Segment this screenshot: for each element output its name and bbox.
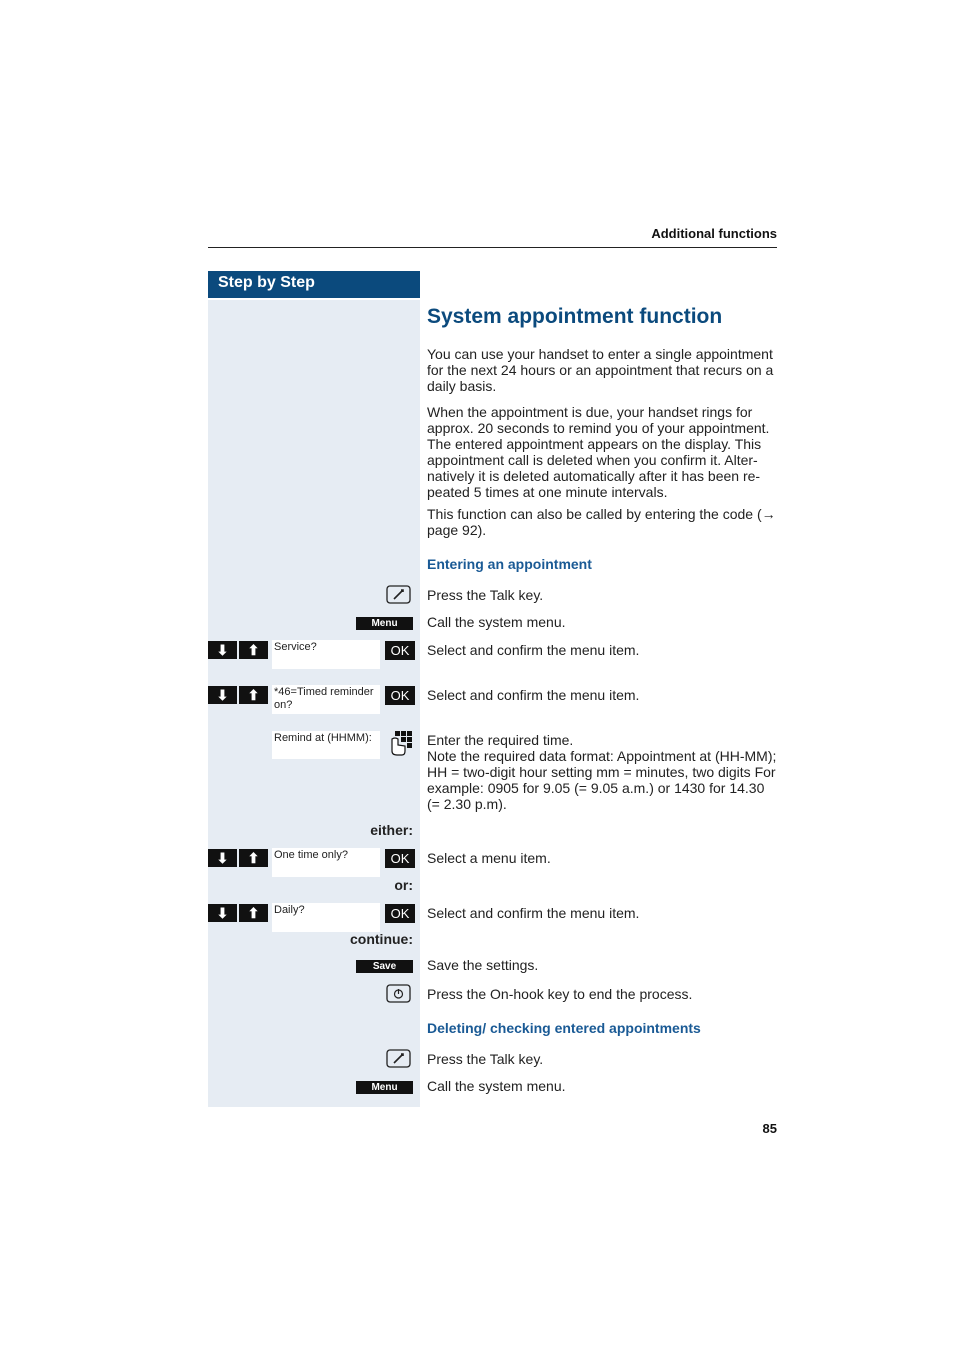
nav-arrows[interactable]: [208, 904, 268, 922]
header-rule: [208, 247, 777, 248]
step-menu-text: Call the system menu.: [427, 614, 566, 630]
save-softkey[interactable]: Save: [356, 960, 413, 973]
on-hook-key-icon: [386, 984, 411, 1003]
down-arrow-icon[interactable]: ⬇: [208, 686, 237, 704]
up-arrow-icon[interactable]: ⬆: [239, 849, 268, 867]
step-menu-text-2: Call the system menu.: [427, 1078, 566, 1094]
keypad-icon: [388, 729, 414, 757]
step-by-step-label: Step by Step: [218, 274, 315, 291]
step-service-text: Select and confirm the menu item.: [427, 642, 640, 658]
step-onhook-text: Press the On-hook key to end the process.: [427, 986, 693, 1002]
step-talk-text-2: Press the Talk key.: [427, 1051, 544, 1067]
or-label: or:: [394, 877, 413, 893]
section-heading-entering: Entering an appointment: [427, 556, 592, 572]
step-one-time-text: Select a menu item.: [427, 850, 551, 866]
ok-button[interactable]: OK: [385, 904, 415, 923]
step-daily-text: Select and confirm the menu item.: [427, 905, 640, 921]
intro-paragraph-1: You can use your handset to enter a single appointment for the next 24 hours or an appointment that recurs on a daily basis.: [427, 346, 774, 394]
either-label: either:: [370, 822, 413, 838]
menu-softkey[interactable]: Menu: [356, 617, 413, 630]
step-remind-text: Enter the required time. Note the required data format: Appointment at (HH-MM); HH = two-digit hour setting mm = minutes, two digits For example: 0905 for 9.05 (= 9.05 a.m.) or 1430 for 14.30 (= 2.30 p.m).: [427, 732, 777, 812]
continue-label: continue:: [350, 931, 413, 947]
up-arrow-icon[interactable]: ⬆: [239, 641, 268, 659]
up-arrow-icon[interactable]: ⬆: [239, 904, 268, 922]
ok-button[interactable]: OK: [385, 686, 415, 705]
page-title: System appointment function: [427, 305, 723, 328]
intro-paragraph-3: This function can also be called by entering the code (→ page 92).: [427, 506, 776, 538]
nav-arrows[interactable]: [208, 641, 268, 659]
down-arrow-icon[interactable]: ⬇: [208, 904, 237, 922]
ok-button[interactable]: OK: [385, 849, 415, 868]
step-timed-reminder-text: Select and confirm the menu item.: [427, 687, 640, 703]
ok-button[interactable]: OK: [385, 641, 415, 660]
page-number: 85: [762, 1121, 777, 1136]
step-save-text: Save the settings.: [427, 957, 539, 973]
down-arrow-icon[interactable]: ⬇: [208, 849, 237, 867]
display-remind-at: Remind at (HHMM):: [272, 731, 380, 759]
intro-paragraph-2: When the appointment is due, your handset rings for approx. 20 seconds to remind you of your appointment. The entered appointment appears on the display. This appointment call is deleted when you confirm it. Alter-natively it is deleted automatically after it has been re-peated 5 times at one minute intervals.: [427, 404, 770, 500]
step-talk-text: Press the Talk key.: [427, 587, 544, 603]
up-arrow-icon[interactable]: ⬆: [239, 686, 268, 704]
display-daily: Daily?: [272, 903, 380, 932]
section-header: Additional functions: [651, 226, 777, 241]
display-timed-reminder: *46=Timed reminder on?: [272, 685, 380, 714]
down-arrow-icon[interactable]: ⬇: [208, 641, 237, 659]
talk-key-icon: [386, 585, 411, 604]
display-one-time: One time only?: [272, 848, 380, 877]
nav-arrows[interactable]: [208, 849, 268, 867]
display-service: Service?: [272, 640, 380, 669]
talk-key-icon: [386, 1049, 411, 1068]
menu-softkey[interactable]: Menu: [356, 1081, 413, 1094]
section-heading-deleting: Deleting/ checking entered appointments: [427, 1020, 701, 1036]
nav-arrows[interactable]: [208, 686, 268, 704]
